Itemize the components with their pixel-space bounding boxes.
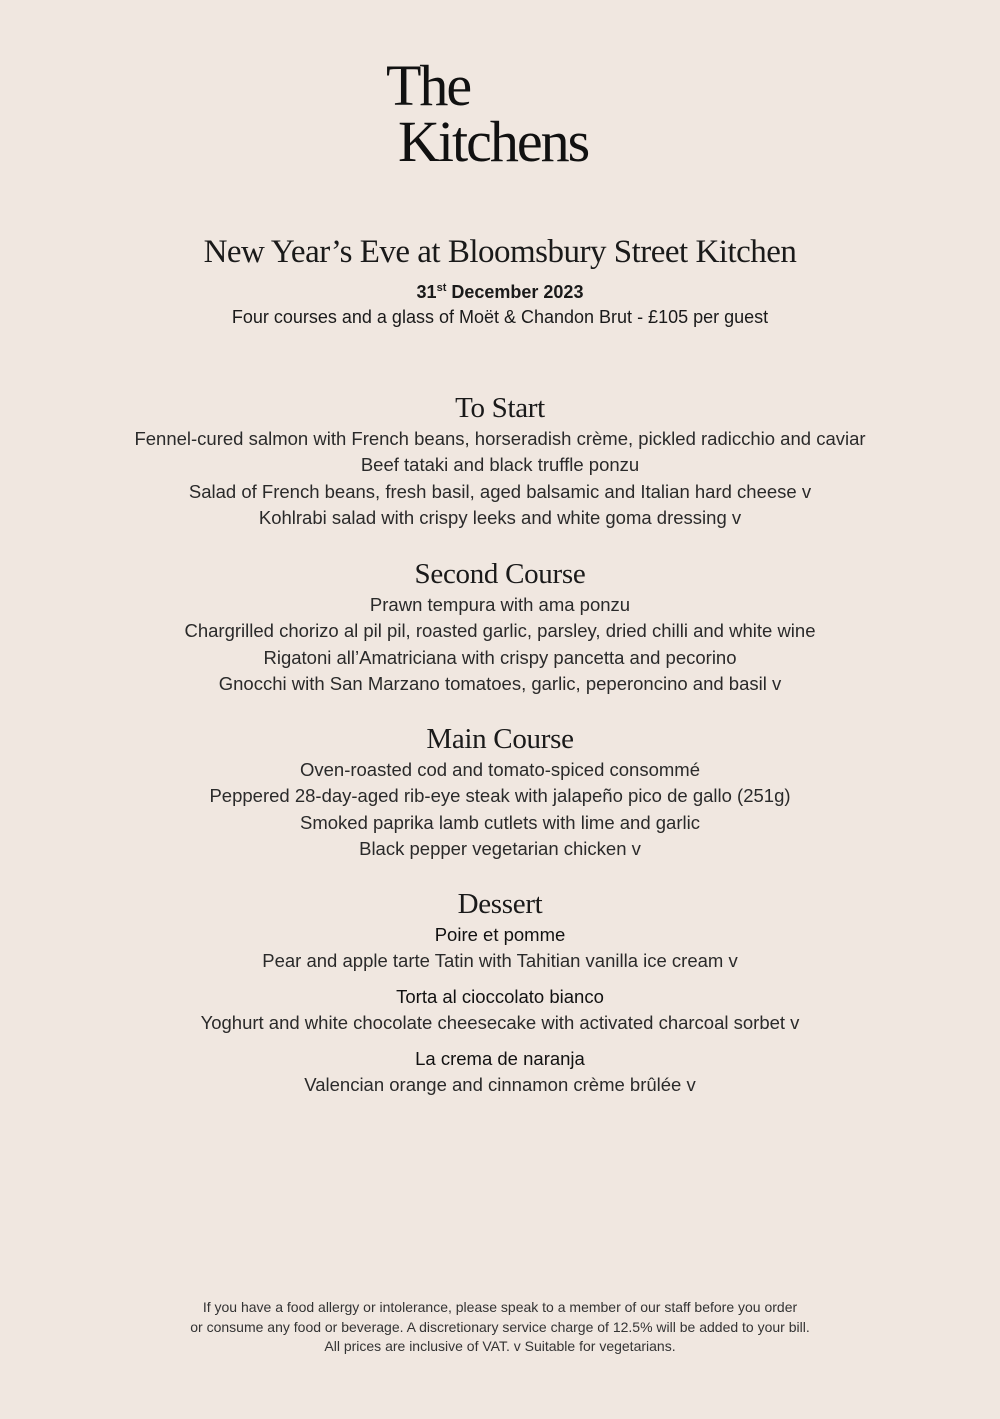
dessert-description: Pear and apple tarte Tatin with Tahitian vanilla ice cream v	[262, 950, 738, 971]
dessert-item	[0, 984, 1000, 1036]
dessert-description: Yoghurt and white chocolate cheesecake with activated charcoal sorbet v	[200, 1012, 800, 1033]
dessert-name: La crema de naranja	[415, 1048, 585, 1069]
allergy-footer	[0, 1298, 1000, 1357]
dish-item: Chargrilled chorizo al pil pil, roasted garlic, parsley, dried chilli and white wine	[184, 620, 816, 642]
event-offer: Four courses and a glass of Moët & Chandon Brut - £105 per guest	[231, 307, 769, 327]
dish-item: Beef tataki and black truffle ponzu	[360, 454, 640, 476]
section-title-dessert: Dessert	[457, 888, 543, 920]
event-date-rest: December 2023	[446, 282, 584, 302]
dessert-name: Torta al cioccolato bianco	[396, 986, 604, 1007]
section-main-course	[0, 721, 1000, 862]
dish-item: Rigatoni all’Amatriciana with crispy pancetta and pecorino	[263, 646, 737, 668]
dish-item: Peppered 28-day-aged rib-eye steak with jalapeño pico de gallo (251g)	[209, 785, 791, 807]
dish-item: Fennel-cured salmon with French beans, horseradish crème, pickled radicchio and caviar	[134, 428, 866, 449]
section-to-start	[0, 390, 1000, 531]
section-dessert	[0, 886, 1000, 1108]
dish-item: Salad of French beans, fresh basil, aged balsamic and Italian hard cheese v	[188, 480, 812, 502]
dessert-description: Valencian orange and cinnamon crème brûlée v	[304, 1074, 696, 1095]
dish-item: Gnocchi with San Marzano tomatoes, garlic, peperoncino and basil v	[218, 672, 782, 694]
section-second-course	[0, 556, 1000, 697]
event-date	[0, 280, 1000, 304]
logo-line-2: Kitchens	[398, 109, 589, 174]
section-title-to-start: To Start	[455, 392, 545, 424]
dessert-item	[0, 922, 1000, 974]
event-header	[0, 232, 1000, 330]
footer-line: If you have a food allergy or intolerance, please speak to a member of our staff before you order	[202, 1299, 798, 1315]
dish-item: Kohlrabi salad with crispy leeks and white goma dressing v	[258, 506, 742, 528]
dish-item: Prawn tempura with ama ponzu	[369, 594, 631, 615]
dessert-item	[0, 1046, 1000, 1098]
event-date-day: 31	[416, 282, 437, 302]
event-title: New Year’s Eve at Bloomsbury Street Kitchen	[203, 234, 797, 270]
dish-item: Oven-roasted cod and tomato-spiced consommé	[299, 759, 700, 780]
footer-line: or consume any food or beverage. A discretionary service charge of 12.5% will be added to your bill.	[190, 1318, 810, 1335]
logo-line-1: The	[386, 53, 471, 118]
footer-line: All prices are inclusive of VAT. v Suitable for vegetarians.	[324, 1338, 676, 1354]
dish-item: Black pepper vegetarian chicken v	[359, 837, 641, 859]
dessert-name: Poire et pomme	[434, 924, 566, 945]
logo	[386, 53, 589, 174]
section-title-main-course: Main Course	[426, 723, 574, 755]
event-date-suffix: st	[436, 282, 447, 294]
dish-item: Smoked paprika lamb cutlets with lime and garlic	[300, 811, 700, 833]
section-title-second-course: Second Course	[414, 558, 586, 590]
